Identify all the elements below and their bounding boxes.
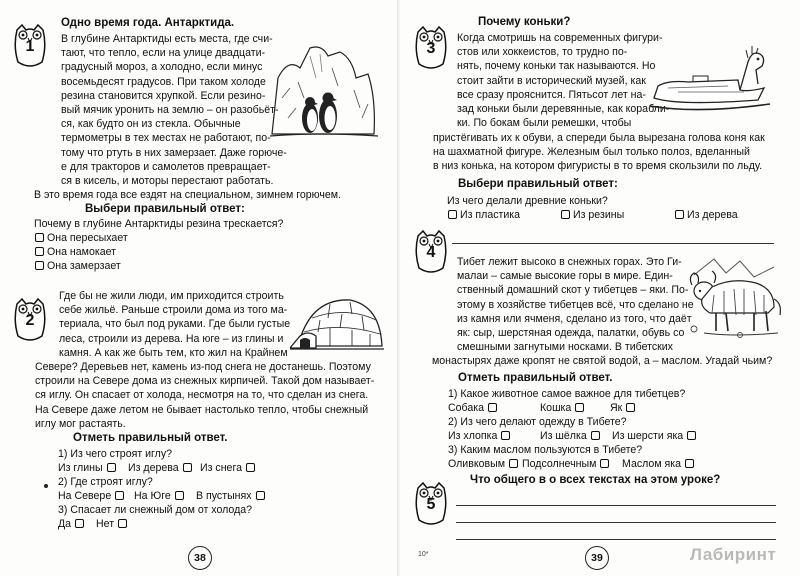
checkbox[interactable] <box>501 431 510 440</box>
section2-q3-option-1[interactable]: Да <box>58 517 87 531</box>
yak-illustration <box>684 255 784 343</box>
checkbox[interactable] <box>118 519 127 528</box>
section1-text-last: В это время года все ездят на специальном, зимнем горючем. <box>34 189 341 201</box>
checkbox[interactable] <box>35 233 44 242</box>
section-number: 5 <box>426 496 436 513</box>
section1-text: В глубине Антарктиды есть места, где счи- тают, что тепло, если на улице двадцати- градусный мороз, а холодно, если минус восемьдесят градусов. При таком холоде резина становится хрупкой. Если резино- вый мячик уронить на землю – он разобьёт- ся, как будто он из стекла. Обычные термометры в тех местах не работают, по- тому что ртуть в них замерзает. Даже горюче- е для тракторов и самолетов превращает- ся в кисель, и моторы перестают работать. <box>61 33 287 188</box>
section4-q2: 2) Из чего делают одежду в Тибете? <box>448 416 627 428</box>
section4-task-title: Отметь правильный ответ. <box>458 372 613 384</box>
small-mark: 10* <box>418 551 429 558</box>
section4-q3-option-2[interactable]: Подсолнечным <box>522 457 612 471</box>
checkbox[interactable] <box>35 247 44 256</box>
checkbox[interactable] <box>183 463 192 472</box>
owl-badge-1 <box>12 22 48 70</box>
section-number: 4 <box>426 244 436 261</box>
section4-q1-option-2[interactable]: Кошка <box>540 401 587 415</box>
checkbox[interactable] <box>256 491 265 500</box>
section1-option-2[interactable]: Она намокает <box>34 245 116 259</box>
section2-q3: 3) Спасает ли снежный дом от холода? <box>58 504 253 516</box>
checkbox[interactable] <box>626 403 635 412</box>
penguins-illustration <box>270 38 380 150</box>
checkbox[interactable] <box>35 261 44 270</box>
checkbox[interactable] <box>75 519 84 528</box>
section1-option-1[interactable]: Она пересыхает <box>34 231 128 245</box>
checkbox[interactable] <box>115 491 124 500</box>
checkbox[interactable] <box>509 459 518 468</box>
section4-q3: 3) Каким маслом пользуются в Тибете? <box>448 444 643 456</box>
answer-line[interactable] <box>456 505 776 506</box>
checkbox[interactable] <box>561 210 570 219</box>
section4-q2-option-1[interactable]: Из хлопка <box>448 429 513 443</box>
section2-task-title: Отметь правильный ответ. <box>73 432 228 444</box>
section3-option-1[interactable]: Из пластика <box>447 208 520 222</box>
checkbox[interactable] <box>685 459 694 468</box>
section-number: 1 <box>25 38 35 55</box>
section4-q1: 1) Какое животное самое важное для тибетцев? <box>448 388 686 400</box>
section3-title: Почему коньки? <box>478 16 571 28</box>
section3-question: Из чего делали древние коньки? <box>447 195 608 207</box>
igloo-illustration <box>290 294 385 352</box>
owl-badge-3 <box>413 24 449 72</box>
section1-option-3[interactable]: Она замерзает <box>34 259 121 273</box>
section4-q1-option-1[interactable]: Собака <box>448 401 500 415</box>
section4-q2-option-2[interactable]: Из шёлка <box>540 429 603 443</box>
section3-text: Когда смотришь на современных фигури- стов или хоккеистов, то трудно по- нять, почему коньки так называются. Но стоит зайти в исторический музей, как все сразу прояснится. Пятьсот лет на- зад коньки были деревянные, как корабли- ки. По бокам были ремешки, чтобы <box>457 32 670 130</box>
section2-q2-option-2[interactable]: На Юге <box>134 489 187 503</box>
page-number-right: 39 <box>585 546 609 570</box>
answer-line[interactable] <box>456 539 776 540</box>
checkbox[interactable] <box>448 210 457 219</box>
checkbox[interactable] <box>246 463 255 472</box>
section2-text-cont: Севере? Деревьев нет, камень из-под снега не достанешь. Поэтому строили на Севере дома из снежных кирпичей. Такой дом называет- ся иглу. Он спасает от холода, несмотря на то, что сделан из снега. На Севере даже летом не бывает настолько тепло, чтобы снежный иглу мог растаять. <box>35 361 375 430</box>
answer-line <box>452 243 774 244</box>
section2-q2-option-3[interactable]: В пустынях <box>196 489 268 503</box>
watermark-logo <box>690 545 776 565</box>
checkbox[interactable] <box>175 491 184 500</box>
answer-line[interactable] <box>456 522 776 523</box>
checkbox[interactable] <box>575 403 584 412</box>
checkbox[interactable] <box>591 431 600 440</box>
owl-badge-4 <box>413 228 449 276</box>
section3-question-title: Выбери правильный ответ: <box>458 178 618 190</box>
section2-q2: 2) Где строят иглу? <box>58 476 153 488</box>
owl-badge-5 <box>413 480 449 528</box>
checkbox[interactable] <box>488 403 497 412</box>
section4-q2-option-3[interactable]: Из шерсти яка <box>612 429 699 443</box>
section2-q1-option-3[interactable]: Из снега <box>200 461 258 475</box>
section4-q3-option-3[interactable]: Маслом яка <box>622 457 697 471</box>
owl-badge-2 <box>12 296 48 344</box>
section-number: 3 <box>426 40 436 57</box>
checkbox[interactable] <box>107 463 116 472</box>
section1-question: Почему в глубине Антарктиды резина трескается? <box>34 218 284 230</box>
section3-option-2[interactable]: Из резины <box>560 208 624 222</box>
section4-q1-option-3[interactable]: Як <box>610 401 638 415</box>
checkbox[interactable] <box>675 210 684 219</box>
skate-illustration <box>648 40 773 120</box>
watermark-text: Лабиринт <box>690 545 777 564</box>
section4-text: Тибет лежит высоко в снежных горах. Это Ги- малаи – самые высокие горы в мире. Един- ственный домашний скот у тибетцев – яки. По- этому в хозяйстве тибетцев всё, что сделано не из камня или ячменя, сделано из того, что даёт як: сыр, шерстяная одежда, палатки, обувь со смешными загнутыми носками. В тибетских <box>457 256 694 354</box>
section1-title: Одно время года. Антарктида. <box>61 17 235 29</box>
section2-q2-option-1[interactable]: На Севере <box>58 489 127 503</box>
section-number: 2 <box>25 312 35 329</box>
ink-mark <box>44 484 48 488</box>
section3-text-cont: пристёгивать их к обуви, а спереди была вырезана голова коня как на шахматной фигуре. Железным был только полоз, вделанный в низ конька, на котором фигуристы в то время скользили по льду. <box>433 132 765 173</box>
section2-q3-option-2[interactable]: Нет <box>96 517 130 531</box>
section2-q1: 1) Из чего строят иглу? <box>58 448 173 460</box>
section4-q3-option-1[interactable]: Оливковым <box>448 457 521 471</box>
section2-text: Где бы не жили люди, им приходится строить себе жильё. Раньше строили дома из того ма- териала, что был под руками. Где были густые леса, строили из дерева. На юге – из глины и камня. А как же быть тем, кто жил на Крайнем <box>59 290 291 359</box>
section2-q1-option-2[interactable]: Из дерева <box>128 461 195 475</box>
checkbox[interactable] <box>687 431 696 440</box>
section3-option-3[interactable]: Из дерева <box>674 208 738 222</box>
page-number-left: 38 <box>188 546 212 570</box>
book-gutter <box>397 0 403 576</box>
section4-text-last: монастырях даже кропят не святой водой, а – маслом. Угадай чьим? <box>432 355 773 367</box>
section1-question-title: Выбери правильный ответ: <box>85 203 245 215</box>
section2-q1-option-1[interactable]: Из глины <box>58 461 119 475</box>
checkbox[interactable] <box>600 459 609 468</box>
section5-title: Что общего в о всех текстах на этом уроке? <box>470 474 721 486</box>
